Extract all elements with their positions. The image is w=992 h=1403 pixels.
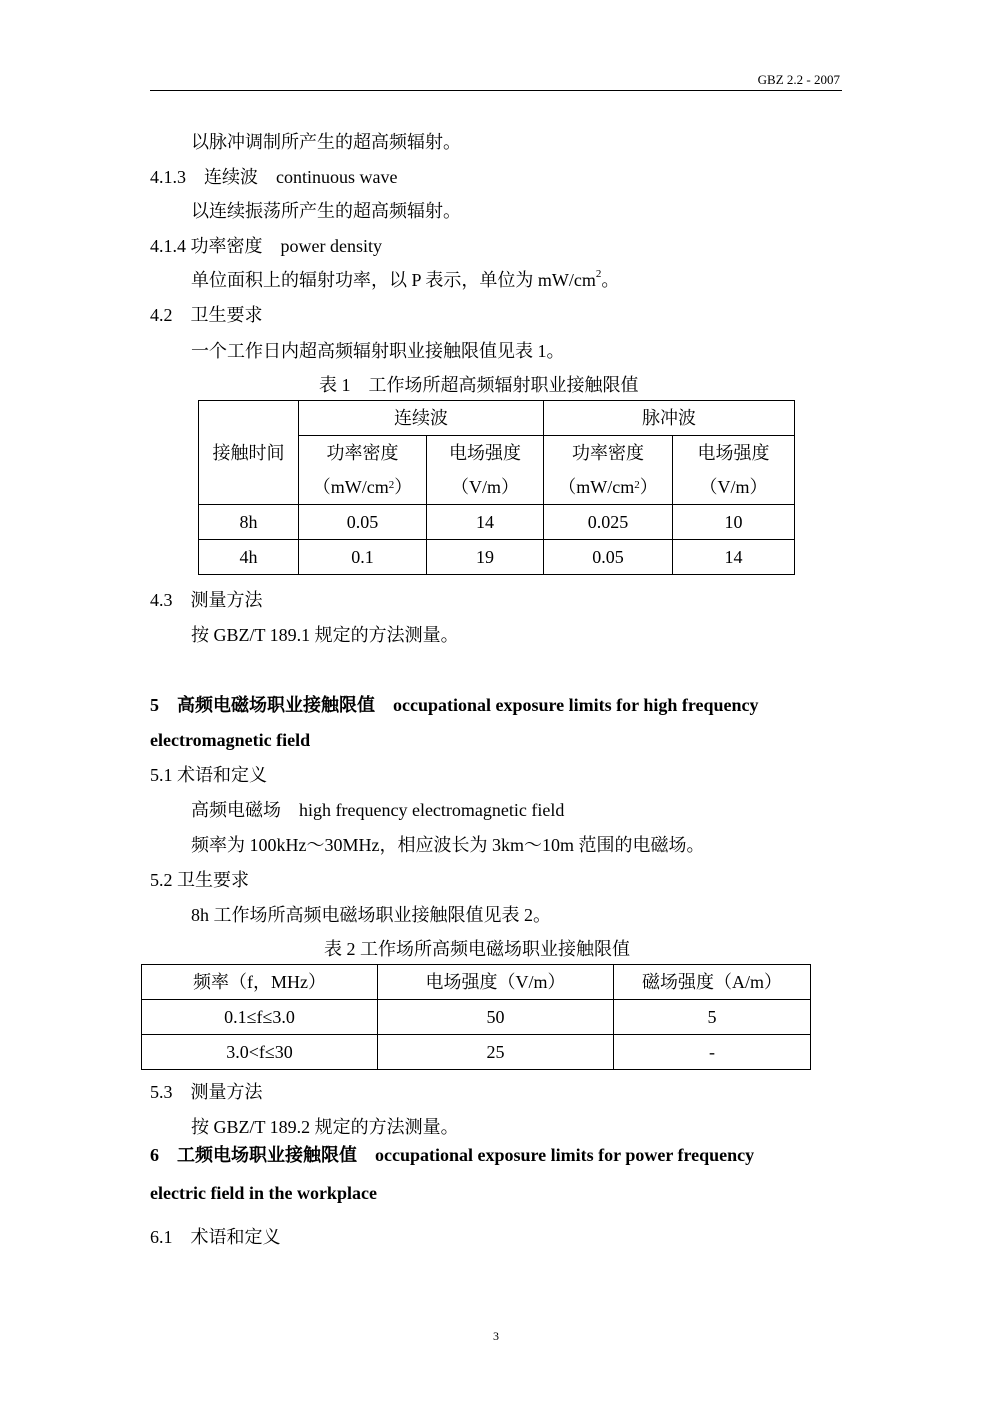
paragraph: 以脉冲调制所产生的超高频辐射。 [191,132,461,152]
section-heading: 6 工频电场职业接触限值 occupational exposure limits for power frequency [150,1145,755,1165]
unit-text: ） [639,477,658,497]
table-header-cell: 连续波 [299,401,544,436]
table-row [142,965,811,1000]
superscript: 2 [634,479,640,491]
clause-heading: 4.1.3 连续波 continuous wave [150,167,398,187]
table-cell: - [614,1035,811,1070]
table-header-cell: （V/m） [673,470,795,505]
paragraph: 按 GBZ/T 189.2 规定的方法测量。 [191,1117,459,1137]
table-cell: 25 [378,1035,614,1070]
clause-heading: 5.3 测量方法 [150,1082,263,1102]
table-cell: 0.025 [544,505,673,540]
table-cell: 19 [427,540,544,575]
table-row [199,540,795,575]
table-cell: 0.05 [299,505,427,540]
paragraph: 按 GBZ/T 189.1 规定的方法测量。 [191,625,459,645]
table-header-cell: （V/m） [427,470,544,505]
table-cell: 0.1≤f≤3.0 [142,1000,378,1035]
unit-text: （mW/cm [558,477,635,497]
paragraph: 8h 工作场所高频电磁场职业接触限值见表 2。 [191,905,551,925]
table-header-cell: 功率密度 [544,436,673,471]
clause-heading: 5.2 卫生要求 [150,870,249,890]
unit-text: （mW/cm [312,477,389,497]
header-rule [150,90,842,91]
table-cell: 8h [199,505,299,540]
unit-text: ） [394,477,413,497]
paragraph-text: 单位面积上的辐射功率，以 P 表示，单位为 mW/cm [191,270,596,290]
table-header-cell: 电场强度 [427,436,544,471]
section-heading: 5 高频电磁场职业接触限值 occupational exposure limits for high frequency [150,695,759,715]
table-row [199,401,795,436]
paragraph: 一个工作日内超高频辐射职业接触限值见表 1。 [191,341,565,361]
table-cell: 4h [199,540,299,575]
table-header-cell: 电场强度 [673,436,795,471]
table-cell: 14 [673,540,795,575]
table-cell: 0.1 [299,540,427,575]
table-cell: 5 [614,1000,811,1035]
table-cell: 50 [378,1000,614,1035]
clause-heading: 4.2 卫生要求 [150,305,263,325]
paragraph: 以连续振荡所产生的超高频辐射。 [191,201,461,221]
table-cell: 0.05 [544,540,673,575]
table-cell: 3.0<f≤30 [142,1035,378,1070]
section-heading-continued: electric field in the workplace [150,1183,377,1203]
clause-heading: 4.1.4 功率密度 power density [150,236,382,256]
clause-heading: 4.3 测量方法 [150,590,263,610]
table-cell: 14 [427,505,544,540]
table-header-cell: 电场强度（V/m） [378,965,614,1000]
table-row [142,1035,811,1070]
table1-caption: 表 1 工作场所超高频辐射职业接触限值 [319,375,639,395]
table-header-cell [544,470,673,505]
section-heading-continued: electromagnetic field [150,730,311,750]
term-line: 高频电磁场 high frequency electromagnetic field [191,800,565,820]
table-header-cell [299,470,427,505]
superscript: 2 [595,268,602,280]
table-cell: 10 [673,505,795,540]
clause-heading: 6.1 术语和定义 [150,1227,281,1247]
superscript: 2 [388,479,395,491]
paragraph [191,268,620,290]
table2-caption: 表 2 工作场所高频电磁场职业接触限值 [324,939,630,959]
table-header-cell: 频率（f，MHz） [142,965,378,1000]
paragraph: 频率为 100kHz～30MHz，相应波长为 3km～10m 范围的电磁场。 [191,835,705,855]
standard-code: GBZ 2.2 - 2007 [757,72,840,87]
table-header-cell: 脉冲波 [544,401,795,436]
table-row [199,505,795,540]
table-header-cell: 功率密度 [299,436,427,471]
clause-heading: 5.1 术语和定义 [150,765,267,785]
table1 [198,400,795,575]
page-number: 3 [493,1329,499,1343]
table-header-cell: 接触时间 [199,401,299,505]
paragraph-text: 。 [601,270,620,290]
table-row [142,1000,811,1035]
table-header-cell: 磁场强度（A/m） [614,965,811,1000]
table2 [141,964,811,1070]
